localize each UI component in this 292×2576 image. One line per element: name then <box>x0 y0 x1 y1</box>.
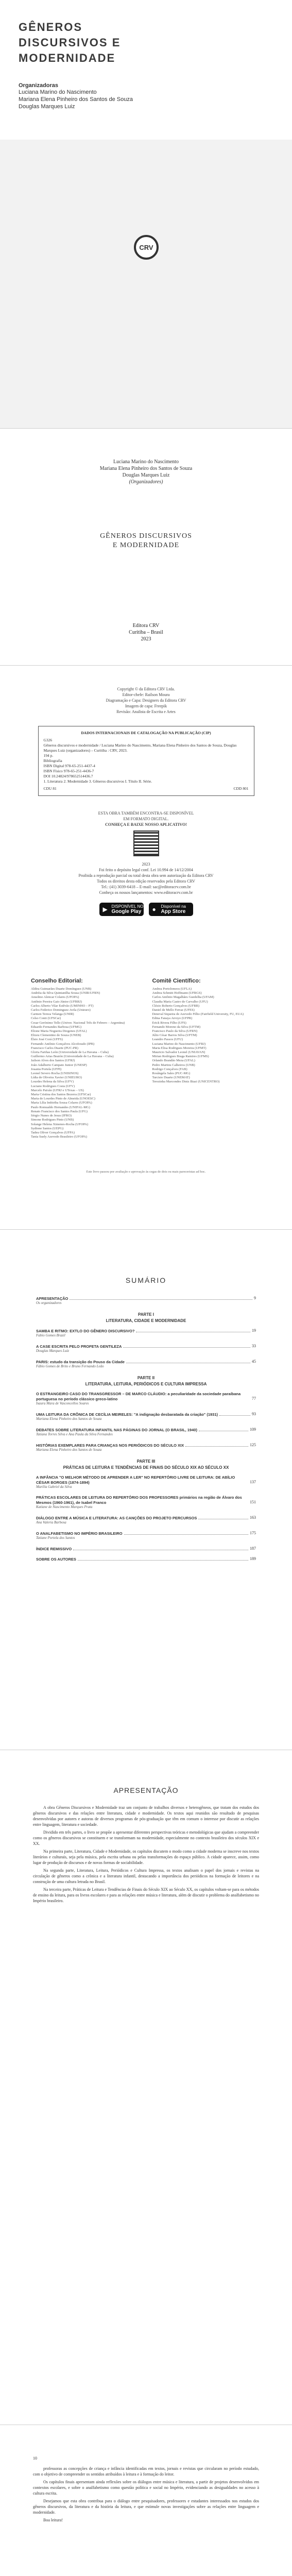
scientific-committee: Comitê Científico: Andrea Portolomeos (UFLA) Andrea Schmitt Hoffmann (UFRGS) Carlos Antônio Magalhães Guedelha (UFAM) Claudia Maria Castro de Carvalho (UFU) Clézio Roberto Gonçalves (UFRB) Daniel de Mello Ferraz (UFES) Deneval Siqueira de Azevedo Filho (Fairfield University, FU, EUA) Edina Fanaya Arroyo (UFPR) Erick Rivera Filho (UFS) Fernando Moreno da Silva (UFTM) Francisco Paulo da Silva (UFRN) Júlio César Barros Silva (UFTM) Leandro Passos (UFU) Luciana Marino do Nascimento (UFRJ) Maria Elisa Rodrigues Moreira (UFMT) Mauricio Salvador Leonel (UNIAVAN) Mirian Rodrigues Braga Ramires (UFMS) Orlando Brandão Meza (UFAL) Pedro Martins Calheiros (UNB) Rodrigo Conçalves (FAB) Rosângela Sales (PUC-MG) Tarcisio Duarte (UNEMAT) Terezinha Marcondes Diniz Biazi (UNICENTRO) <box>152 978 262 1139</box>
council-member: Elizeu Clementino de Souza (UNEB) <box>31 1033 81 1038</box>
part-label: PARTE II <box>137 1376 155 1380</box>
entry-author: Fábio Gomes de Brito e Bruno Fernando Leão <box>36 1364 104 1368</box>
publisher-info: Editora CRV Curitiba – Brasil 2023 <box>129 623 163 642</box>
council-member: Carmen Tereza Velanga (UNIR) <box>31 1012 74 1016</box>
app-store-button[interactable]: ● Disponível na App Store <box>149 903 193 916</box>
entry-title: PRÁTICAS ESCOLARES DE LEITURA DO REPERTÓRIO DOS PROFESSORES primários na região de Álvaro dos Mesmos (1960-1961), de Isabel Franco <box>36 1495 242 1505</box>
council-member: Tadeu Oliver Gonçalves (UFPA) <box>31 1130 75 1134</box>
council-member: Pedro Martins Calheiros (UNB) <box>152 1063 195 1067</box>
council-member: Lourdes Helena da Silva (UFV) <box>31 1080 74 1084</box>
summary-entry[interactable] <box>36 1475 256 1489</box>
paragraph: Na terceira parte, Práticas de Leitura e Tendências de Finais do Século XIX ao Século XX, os capítulos voltam-se para os métodos de ensino da leitura, para os livros escolares e para as relações entre música e literatura, além de discutir o problema do analfabetismo no Império brasileiro. <box>33 1887 259 1903</box>
entry-title: O ANALFABETISMO NO IMPÉRIO BRASILEIRO <box>36 1531 123 1536</box>
entry-author: Mariana Elena Pinheiro dos Santos de Souza <box>36 1448 102 1452</box>
summary-entry[interactable] <box>36 1495 256 1509</box>
copyright-page <box>0 666 292 1230</box>
council-member: Edina Fanaya Arroyo (UFPR) <box>152 1016 193 1021</box>
council-member: Fernando Moreno da Silva (UFTM) <box>152 1025 201 1029</box>
council-member: Mauricio Salvador Leonel (UNIAVAN) <box>152 1050 205 1055</box>
app-store-links <box>31 903 261 916</box>
summary-parts <box>36 1312 256 1540</box>
entry-title: UMA LEITURA DA CRÔNICA DE CECÍLIA MEIRELES: "A indignação desbaratada da criação" (1931) <box>36 1412 218 1417</box>
council-member: Sérgio Nunes de Jesus (IFRO) <box>31 1114 72 1118</box>
cover-page <box>0 0 292 429</box>
council-member: Júlio César Barros Silva (UFTM) <box>152 1033 197 1038</box>
title-authors: Luciana Marino do Nascimento Mariana Elena Pinheiro dos Santos de Souza Douglas Marques Luiz (Organizadores) <box>99 459 193 485</box>
paragraph: Na segunda parte, Literatura, Leitura, Periódicos e Cultura Impressa, os textos analisam o papel dos jornais e revistas na circulação de gêneros como a crônica e a literatura infantil, destacando a importância dos periódicos na formação de leitores e na construção de uma cultura letrada no Brasil. <box>33 1868 259 1884</box>
council-member: Rosângela Sales (PUC-MG) <box>152 1072 191 1076</box>
summary-entry[interactable] <box>36 1344 256 1353</box>
council-member: Maria Lília Imbiriba Sousa Colares (UFOPA) <box>31 1101 92 1105</box>
continuation-page <box>0 2425 292 2576</box>
copyright-credits: Copyright © da Editora CRV Ltda. Editor-chefe: Railson Moura Diagramação e Capa: Designers da Editora CRV Imagem de capa: Freepik Revisão: Analista de Escrita e Artes <box>106 687 186 714</box>
council-member: Renato Francisco dos Santos Paula (UFG) <box>31 1109 88 1113</box>
summary-about[interactable]: SOBRE OS AUTORES 189 <box>36 1556 256 1562</box>
summary-entry[interactable] <box>36 1392 256 1405</box>
council-member: Paulo Romualdo Hernandes (UNIFAL-MG) <box>31 1105 90 1109</box>
council-member: Andrea Schmitt Hoffmann (UFRGS) <box>152 991 202 995</box>
catalog-card: DADOS INTERNACIONAIS DE CATALOGAÇÃO NA PUBLICAÇÃO (CIP) G326 Gêneros discursivos e modernidade / Luciana Marino do Nascimento, Mariana Elena Pinheiro dos Santos de Souza, Douglas Marques Luiz (organizadores) – Curitiba : CRV, 2023. 194 p. Bibliografia ISBN Digital 978-65-251-4437-4 ISBN Físico 978-65-251-4436-7 DOI 10.24824/978652514436.7 1. Literatura 2. Modernidade 3. Gêneros discursivos I. Título II. Série. CDU 81 CDD 801 <box>38 726 254 796</box>
paragraph: A obra Gêneros Discursivos e Modernidade traz um conjunto de trabalhos diversos e heterogêneos, que tratam dos estudos dos gêneros discursivos e das relações entre literatura, cidade e modernidade. Os textos aqui reunidos são resultado de pesquisas desenvolvidas por autores e autoras de diversos programas de pós-graduação que têm em comum o interesse por discutir as relações entre linguagem, literatura e sociedade. <box>33 1805 259 1827</box>
summary-index[interactable]: ÍNDICE REMISSIVO 187 <box>36 1546 256 1551</box>
summary-title: SUMÁRIO <box>125 1276 167 1284</box>
summary-intro[interactable]: APRESENTAÇÃO 9 Os organizadores <box>36 1296 256 1305</box>
councils <box>31 978 261 1139</box>
council-member: Leonel Severo Rocha (UNISINOS) <box>31 1072 79 1076</box>
leader-dots <box>124 1534 248 1535</box>
entry-title: A CASE ESCRITA PELO PROFETA GENTILEZA <box>36 1344 122 1349</box>
council-member: Maria de Lourdes Pinto de Almeida (UNOESC) <box>31 1097 95 1101</box>
council-member: Solange Helena Ximenes-Rocha (UFOPA) <box>31 1122 89 1126</box>
paragraph: professoras as concepções de criança e infância identificadas em textos, jornais e revistas que circularam no período estudado, com o objetivo de compreender os sentidos atribuídos à leitura e à formação do leitor. <box>33 2466 259 2477</box>
book-title: GÊNEROS DISCURSIVOS E MODERNIDADE <box>100 532 192 549</box>
council-member: Élsio José Corá (UFFS) <box>31 1038 63 1042</box>
council-member: Anselmo Alencar Colares (UFOPA) <box>31 995 79 999</box>
publisher-logo: CRV <box>134 235 159 260</box>
summary-entry[interactable] <box>36 1515 256 1524</box>
page-number: 10 <box>33 2456 37 2461</box>
council-member: Celso Conti (UFSCar) <box>31 1016 61 1021</box>
council-member: Tarcisio Duarte (UNEMAT) <box>152 1076 190 1080</box>
presentation-page <box>0 1750 292 2425</box>
council-member: Orlando Brandão Meza (UFAL) <box>152 1059 195 1063</box>
summary-entry[interactable] <box>36 1359 256 1368</box>
leader-dots <box>185 1446 248 1447</box>
editorial-council: Conselho Editorial: Aldira Guimarães Duarte Domínguez (UNB) Andréia da Silva Quintanilha Sousa (UNIR/UFRN) Anselmo Alencar Colares (UFOPA) Antônio Pereira Gaio Júnior (UFRRJ) Carlos Alberto Vilar Estêvão (UMINHO – PT) Carlos Federico Dominguez Avila (Unieuro) Carmen Tereza Velanga (UNIR) Celso Conti (UFSCar) Cesar Gerónimo Tello (Univer. Nacional Três de Febrero – Argentina) Eduardo Fernandes Barbosa (UFMG) Elione Maria Nogueira Diogenes (UFAL) Elizeu Clementino de Souza (UNEB) Élsio José Corá (UFFS) Fernando Antônio Gonçalves Alcoforado (IPB) Francisco Carlos Duarte (PUC-PR) Gloria Fariñas León (Universidade de La Havana – Cuba) Guillermo Arias Beatón (Universidade de La Havana – Cuba) Jailson Alves dos Santos (UFRJ) João Adalberto Campato Junior (UNESP) Josania Portela (UFPI) Leonel Severo Rocha (UNISINOS) Lídia de Oliveira Xavier (UNIEURO) Lourdes Helena da Silva (UFV) Luciano Rodrigues Costa (UFV) Marcelo Paixão (UFRJ e UTexas – US) Maria Cristina dos Santos Bezerra (UFSCar) Maria de Lourdes Pinto de Almeida (UNOESC) Maria Lília Imbiriba Sousa Colares (UFOPA) Paulo Romualdo Hernandes (UNIFAL-MG) Renato Francisco dos Santos Paula (UFG) Sérgio Nunes de Jesus (IFRO) Simone Rodrigues Pinto (UNB) Solange Helena Ximenes-Rocha (UFOPA) Sydione Santos (UEPG) Tadeu Oliver Gonçalves (UFPA) Tania Suely Azevedo Brasileiro (UFOPA) <box>31 978 140 1139</box>
council-member: Simone Rodrigues Pinto (UNB) <box>31 1118 74 1122</box>
entry-page: 151 <box>250 1500 256 1504</box>
council-member: Fernando Antônio Gonçalves Alcoforado (IPB) <box>31 1042 95 1046</box>
council-member: Josania Portela (UFPI) <box>31 1067 62 1071</box>
council-member: Luciana Marino do Nascimento (UFRJ) <box>152 1042 206 1046</box>
entry-page: 33 <box>252 1344 256 1348</box>
entry-title: O ESTRANGEIRO CASO DO TRANSGRESSOR – DE MARCO CLÁUDIO: a peculiaridade da sociedade paraíbana portuguesa no período clássico greco-latino <box>36 1392 241 1401</box>
council-member: Carlos Alberto Vilar Estêvão (UMINHO – PT) <box>31 1004 94 1008</box>
entry-page: 163 <box>250 1515 256 1520</box>
council-member: Guillermo Arias Beatón (Universidade de La Havana – Cuba) <box>31 1055 114 1059</box>
council-member: Andrea Portolomeos (UFLA) <box>152 987 192 991</box>
summary-page <box>0 1230 292 1750</box>
entry-author: Douglas Marques Luiz <box>36 1349 69 1353</box>
entry-author: Ana Valeria Barbosa <box>36 1520 66 1524</box>
paragraph: Os capítulos finais apresentam ainda reflexões sobre os diálogos entre música e literatura, a partir de projetos desenvolvidos em contextos escolares, e sobre o analfabetismo como questão política e social no Império, evidenciando as desigualdades no acesso à cultura escrita. <box>33 2480 259 2496</box>
summary-entry[interactable] <box>36 1531 256 1540</box>
part-label: PARTE III <box>136 1459 156 1464</box>
summary-entry[interactable] <box>36 1443 256 1452</box>
entry-author: Tatiana Torres Silva e Ana Paula da Silva Fernandes <box>36 1432 113 1436</box>
entry-title: HISTÓRIAS EXEMPLARES PARA CRIANÇAS NOS PERIÓDICOS DO SÉCULO XIX <box>36 1443 184 1448</box>
summary-entry[interactable] <box>36 1412 256 1421</box>
council-member: Jailson Alves dos Santos (UFRJ) <box>31 1059 75 1063</box>
council-member: Sydione Santos (UEPG) <box>31 1126 64 1130</box>
council-member: Erick Rivera Filho (UFS) <box>152 1021 186 1025</box>
council-member: Aldira Guimarães Duarte Domínguez (UNB) <box>31 987 92 991</box>
paragraph: Na primeira parte, Literatura, Cidade e Modernidade, os capítulos discutem o modo como a cidade moderna se inscreve nos textos literários e culturais, seja pela música, pela escrita urbana ou pelas transformações do espaço público. A cidade aparece, assim, como lugar de produção de discursos e de novas formas de sociabilidade. <box>33 1849 259 1865</box>
council-member: Terezinha Marcondes Diniz Biazi (UNICENTRO) <box>152 1080 220 1084</box>
entry-page: 77 <box>252 1396 256 1401</box>
paragraph: Desejamos que esta obra contribua para o diálogo entre pesquisadores, professores e estudantes interessados nos estudos dos gêneros discursivos, da literatura e da história da leitura, e que estimule novas investigações sobre as relações entre linguagem e modernidade. <box>33 2499 259 2515</box>
part-title: LITERATURA, LEITURA, PERIÓDICOS E CULTURA IMPRESSA <box>85 1382 207 1386</box>
council-member: Andréia da Silva Quintanilha Sousa (UNIR/UFRN) <box>31 991 100 995</box>
entry-title: DEBATES SOBRE LITERATURA INFANTIL NAS PÁGINAS DO JORNAL (O BRASIL, 1940) <box>36 1427 197 1432</box>
council-member: Marcelo Paixão (UFRJ e UTexas – US) <box>31 1088 84 1092</box>
google-play-button[interactable]: ▶ DISPONÍVEL NO Google Play <box>99 903 144 916</box>
scientific-committee-list <box>152 987 262 1084</box>
organizers-list: Luciana Marino do Nascimento Mariana Elena Pinheiro dos Santos de Souza Douglas Marques Luiz <box>19 89 133 110</box>
summary-entry[interactable] <box>36 1427 256 1436</box>
council-member: Elione Maria Nogueira Diogenes (UFAL) <box>31 1029 87 1033</box>
paragraph: Boa leitura! <box>43 2518 63 2522</box>
summary-entry[interactable] <box>36 1328 256 1337</box>
leader-dots <box>219 1415 250 1416</box>
council-member: Eduardo Fernandes Barbosa (UFMG) <box>31 1025 82 1029</box>
council-member: Luciano Rodrigues Costa (UFV) <box>31 1084 75 1088</box>
council-member: Claudia Maria Castro de Carvalho (UFU) <box>152 999 208 1004</box>
council-member: Francisco Paulo da Silva (UFRN) <box>152 1029 198 1033</box>
council-member: João Adalberto Campato Junior (UNESP) <box>31 1063 87 1067</box>
cover-band <box>0 140 292 428</box>
entry-title: SAMBA E RITMO: EXTLO DO GÊNERO DISCURSIVO? <box>36 1328 135 1333</box>
title-page <box>0 429 292 666</box>
google-play-icon: ▶ <box>102 906 108 913</box>
entry-author: Fabio Gomes Brazil <box>36 1333 65 1337</box>
entry-author: Marília Gabriel da Silva <box>36 1485 72 1489</box>
entry-page: 93 <box>252 1412 256 1416</box>
council-member: Lídia de Oliveira Xavier (UNIEURO) <box>31 1076 82 1080</box>
council-member: Maria Elisa Rodrigues Moreira (UFMT) <box>152 1046 207 1050</box>
council-member: Gloria Fariñas León (Universidade de La Havana – Cuba) <box>31 1050 109 1055</box>
apple-icon: ● <box>152 906 156 913</box>
entry-page: 45 <box>252 1359 256 1364</box>
council-member: Maria Cristina dos Santos Bezerra (UFSCar) <box>31 1093 91 1097</box>
council-member: Rodrigo Conçalves (FAB) <box>152 1067 187 1071</box>
organizers-label: Organizadoras <box>19 82 59 89</box>
council-member: Cesar Gerónimo Tello (Univer. Nacional Três de Febrero – Argentina) <box>31 1021 125 1025</box>
entry-author: Mariana Elena Pinheiro dos Santos de Souza <box>36 1417 102 1421</box>
entry-author: Isaura Mara de Vasconcellos Soares <box>36 1401 89 1405</box>
entry-title: DIÁLOGO ENTRE A MÚSICA E LITERATURA: AS CANÇÕES DO PROJETO PERCURSOS <box>36 1515 197 1520</box>
peer-review-note: Este livro passou por avaliação e aprovação às cegas de dois ou mais pareceristas ad hoc. <box>86 1170 206 1174</box>
entry-page: 109 <box>250 1427 256 1432</box>
council-member: Deneval Siqueira de Azevedo Filho (Fairfield University, FU, EUA) <box>152 1012 244 1016</box>
council-member: Tania Suely Azevedo Brasileiro (UFOPA) <box>31 1135 88 1139</box>
cover-title: GÊNEROS DISCURSIVOS E MODERNIDADE <box>19 21 121 64</box>
entry-page: 125 <box>250 1443 256 1447</box>
part-title: LITERATURA, CIDADE E MODERNIDADE <box>106 1318 186 1323</box>
entry-author: Katiane de Nascimento Marques Prata <box>36 1505 93 1509</box>
entry-page: 175 <box>250 1531 256 1535</box>
part-title: PRÁTICAS DE LEITURA E TENDÊNCIAS DE FINAIS DO SÉCULO XIX AO SÉCULO XX <box>63 1465 229 1470</box>
council-member: Clézio Roberto Gonçalves (UFRB) <box>152 1004 200 1008</box>
paragraph: Dividido em três partes, o livro se propõe a apresentar diferentes perspectivas teóricas e metodológicas que ajudam a compreender como os gêneros discursivos se constituem e se transformam na modernidade, especialmente no contexto brasileiro dos séculos XIX e XX. <box>33 1830 259 1846</box>
council-member: Daniel de Mello Ferraz (UFES) <box>152 1008 195 1012</box>
entry-title: A INFÂNCIA "O MELHOR MÉTODO DE APRENDER A LER" NO REPERTÓRIO LIVRE DE LEITURA: DE ABÍLIO CÉSAR BORGES (1874-1894) <box>36 1475 235 1485</box>
qr-code-icon[interactable] <box>133 831 159 856</box>
entry-author: Tatiane Portela dos Santos <box>36 1536 75 1540</box>
editorial-council-list <box>31 987 140 1139</box>
council-member: Francisco Carlos Duarte (PUC-PR) <box>31 1046 78 1050</box>
leader-dots <box>123 1347 250 1348</box>
presentation-title: APRESENTAÇÃO <box>113 1786 179 1794</box>
entry-title: PARIS: estudo da transição do Pouso da Cidade <box>36 1359 125 1364</box>
council-member: Carlos Federico Dominguez Avila (Unieuro) <box>31 1008 91 1012</box>
council-member: Carlos Antônio Magalhães Guedelha (UFAM) <box>152 995 214 999</box>
council-member: Leandro Passos (UFU) <box>152 1038 183 1042</box>
rights-notice: 2023 Foi feito o depósito legal conf. Lei 10.994 de 14/12/2004 Proibida a reprodução parcial ou total desta obra sem autorização da Editora CRV Todos os direitos desta edição reservados pela Editora CRV Tel.: (41) 3039-6418 – E-mail: sac@editoracrv.com.br Conheça os nossos lançamentos: www.editoracrv.com.br <box>78 862 214 895</box>
part-label: PARTE I <box>138 1312 154 1317</box>
council-member: Antônio Pereira Gaio Júnior (UFRRJ) <box>31 999 82 1004</box>
council-member: Mirian Rodrigues Braga Ramires (UFMS) <box>152 1055 209 1059</box>
entry-page: 137 <box>250 1480 256 1484</box>
digital-notice: ESTA OBRA TAMBÉM ENCONTRA-SE DISPONÍVEL EM FORMATO DIGITAL. CONHEÇA E BAIXE NOSSO APLICATIVO! <box>98 811 194 827</box>
entry-page: 19 <box>252 1328 256 1333</box>
